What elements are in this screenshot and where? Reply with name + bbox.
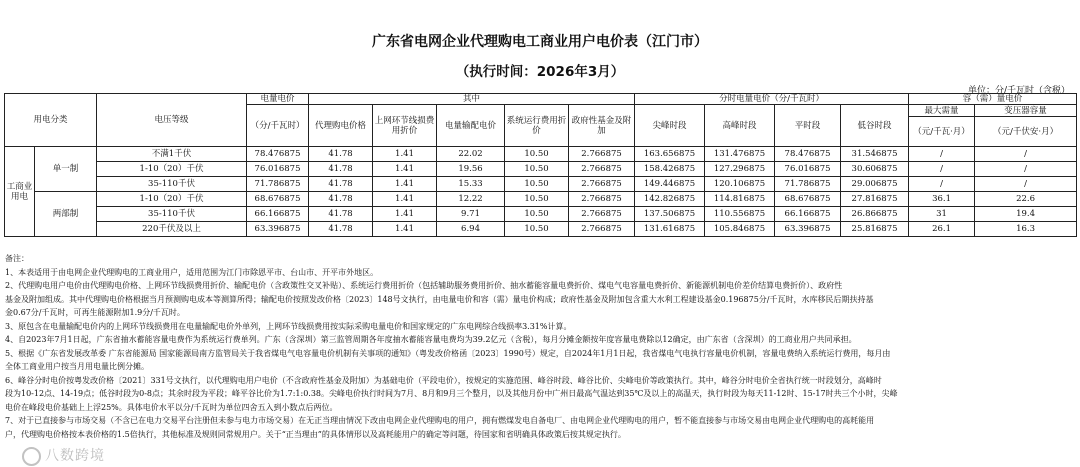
sharp-cell: 163.656875 (635, 147, 705, 162)
loss-cell: 1.41 (373, 207, 437, 222)
proxy-cell: 41.78 (309, 192, 373, 207)
transmission-cell: 19.56 (437, 162, 505, 177)
header-voltage: 电压等级 (97, 94, 247, 147)
valley-cell: 27.816875 (841, 192, 909, 207)
notes-section (5, 252, 1073, 441)
voltage-cell: 1-10（20）千伏 (97, 162, 247, 177)
transmission-cell: 22.02 (437, 147, 505, 162)
voltage-cell: 35-110千伏 (97, 177, 247, 192)
sharp-cell: 131.616875 (635, 222, 705, 237)
voltage-cell: 220千伏及以上 (97, 222, 247, 237)
header-sharp: 尖峰时段 (635, 105, 705, 147)
fund-cell: 2.766875 (569, 207, 635, 222)
price-cell: 68.676875 (247, 192, 309, 207)
proxy-cell: 41.78 (309, 162, 373, 177)
system-cost-cell: 10.50 (505, 222, 569, 237)
price-cell: 78.476875 (247, 147, 309, 162)
note-line: 6、峰谷分时电价按粤发改价格〔2021〕331号文执行，以代理购电用户电价（不含政府性基金及附加）为基础电价（平段电价），按规定的实施范围、峰谷时段、峰谷比价、尖峰电价等政策执行。其中，峰谷分时电价全省执行统一时段划分，高峰时 (5, 375, 882, 385)
header-energy-price-unit: （分/千瓦时） (247, 105, 309, 147)
header-transformer-unit: （元/千伏安·月） (975, 117, 1077, 147)
demand-cell: 36.1 (909, 192, 975, 207)
demand-cell: / (909, 177, 975, 192)
note-line: 1、本表适用于由电网企业代理购电的工商业用户，适用范围为江门市除恩平市、台山市、开平市外地区。 (5, 267, 379, 277)
header-category: 用电分类 (5, 94, 97, 147)
transmission-cell: 9.71 (437, 207, 505, 222)
loss-cell: 1.41 (373, 147, 437, 162)
watermark-logo-icon (22, 447, 41, 466)
peak-cell: 127.296875 (705, 162, 775, 177)
flat-cell: 68.676875 (775, 192, 841, 207)
voltage-cell: 不满1千伏 (97, 147, 247, 162)
note-line: 2、代理购电用户电价由代理购电价格、上网环节线损费用折价、输配电价（含政策性交叉补贴）、系统运行费用折价（包括辅助服务费用折价、抽水蓄能容量电费折价、煤电气电容量电费折价、新能源机制电价差价结算电费折价）、政府性 (5, 281, 843, 290)
note-line: 段为10-12点、14-19点；低谷时段为0-8点；其余时段为平段；峰平谷比价为1.7:1:0.38。尖峰电价执行时间为7月、8月和9月三个整月，以及其他月份中广州日最高气温达到35℃及以上的高温天，执行时段为每天11-12时、15-17时共三个小时，尖峰 (5, 389, 898, 398)
transmission-cell: 15.33 (437, 177, 505, 192)
page-subtitle: （执行时间：2026年3月） (455, 64, 625, 80)
peak-cell: 114.816875 (705, 192, 775, 207)
note-line: 电价在峰段电价基础上上浮25%。具体电价水平以分/千瓦时为单位四舍五入到小数点后两位。 (5, 402, 338, 412)
watermark (22, 445, 105, 466)
transmission-cell: 12.22 (437, 192, 505, 207)
peak-cell: 105.846875 (705, 222, 775, 237)
sharp-cell: 158.426875 (635, 162, 705, 177)
group-single: 单一制 (35, 147, 97, 192)
fund-cell: 2.766875 (569, 192, 635, 207)
price-cell: 76.016875 (247, 162, 309, 177)
header-line-loss: 上网环节线损费用折价 (373, 105, 437, 147)
valley-cell: 29.006875 (841, 177, 909, 192)
flat-cell: 76.016875 (775, 162, 841, 177)
fund-cell: 2.766875 (569, 147, 635, 162)
header-transmission: 电量输配电价 (437, 105, 505, 147)
header-gov-fund: 政府性基金及附加 (569, 105, 635, 147)
watermark-text: 八数跨境 (45, 448, 105, 464)
capacity-cell: / (975, 147, 1077, 162)
flat-cell: 71.786875 (775, 177, 841, 192)
demand-cell: / (909, 162, 975, 177)
fund-cell: 2.766875 (569, 177, 635, 192)
note-line: 7、对于已直接参与市场交易（不含已在电力交易平台注册但未参与电力市场交易）在无正当理由情况下改由电网企业代理购电的用户，拥有燃煤发电自备电厂、由电网企业代理购电的用户，暂不能直接参与市场交易由电网企业代理购电的高耗能用 (5, 416, 875, 425)
note-line: 金0.67分/千瓦时，可再生能源附加1.9分/千瓦时。 (5, 308, 185, 317)
valley-cell: 26.866875 (841, 207, 909, 222)
price-cell: 63.396875 (247, 222, 309, 237)
note-line: 5、根据《广东省发展改革委 广东省能源局 国家能源局南方监管局关于我省煤电气电容量电价机制有关事项的通知》（粤发改价格函〔2023〕1990号）规定，自2024年1月1日起，我省煤电气电执行容量电价机制，容量电费纳入系统运行费用，每月由 (5, 348, 891, 358)
price-cell: 66.166875 (247, 207, 309, 222)
page-title: 广东省电网企业代理购电工商业用户电价表（江门市） (372, 34, 708, 50)
system-cost-cell: 10.50 (505, 177, 569, 192)
capacity-cell: 19.4 (975, 207, 1077, 222)
peak-cell: 131.476875 (705, 147, 775, 162)
flat-cell: 66.166875 (775, 207, 841, 222)
flat-cell: 78.476875 (775, 147, 841, 162)
proxy-cell: 41.78 (309, 147, 373, 162)
header-of-which: 其中 (309, 94, 635, 105)
loss-cell: 1.41 (373, 192, 437, 207)
system-cost-cell: 10.50 (505, 207, 569, 222)
capacity-cell: 22.6 (975, 192, 1077, 207)
header-system-cost: 系统运行费用折价 (505, 105, 569, 147)
note-line: 户，代理购电价格按本表价格的1.5倍执行，其他标准及规则同常规用户。关于“正当理由”的具体情形以及高耗能用户的确定等问题，待国家和省明确具体政策后按其规定执行。 (5, 429, 626, 439)
note-line: 3、原包含在电量输配电价内的上网环节线损费用在电量输配电价外单列，上网环节线损费用按实际采购电量电价和国家规定的广东电网综合线损率3.31%计算。 (5, 321, 572, 331)
note-line: 4、自2023年7月1日起，广东省抽水蓄能容量电费作为系统运行费单列。广东（含深圳）第三监管周期各年度抽水蓄能容量电费均为39.2亿元（含税），每月分摊金额按年度容量电费除以12确定，由广东省（含深圳）的工商业用户共同承担。 (5, 335, 857, 344)
loss-cell: 1.41 (373, 222, 437, 237)
voltage-cell: 1-10（20）千伏 (97, 192, 247, 207)
system-cost-cell: 10.50 (505, 192, 569, 207)
notes-heading: 备注： (5, 254, 29, 263)
proxy-cell: 41.78 (309, 177, 373, 192)
loss-cell: 1.41 (373, 177, 437, 192)
price-cell: 71.786875 (247, 177, 309, 192)
proxy-cell: 41.78 (309, 222, 373, 237)
note-line: 全体工商业用户按当月用电量比例分摊。 (5, 362, 149, 371)
sharp-cell: 142.826875 (635, 192, 705, 207)
fund-cell: 2.766875 (569, 222, 635, 237)
price-table (4, 93, 1077, 237)
transmission-cell: 6.94 (437, 222, 505, 237)
proxy-cell: 41.78 (309, 207, 373, 222)
flat-cell: 63.396875 (775, 222, 841, 237)
header-valley: 低谷时段 (841, 105, 909, 147)
peak-cell: 120.106875 (705, 177, 775, 192)
demand-cell: 26.1 (909, 222, 975, 237)
system-cost-cell: 10.50 (505, 162, 569, 177)
loss-cell: 1.41 (373, 162, 437, 177)
header-tou-price: 分时电量电价（分/千瓦时） (635, 94, 909, 105)
sharp-cell: 149.446875 (635, 177, 705, 192)
category-cell: 工商业用电 (5, 147, 35, 237)
capacity-cell: 16.3 (975, 222, 1077, 237)
note-line: 基金及附加组成。其中代理购电价格根据当月预测购电成本等测算所得；输配电价按照发改价格〔2023〕148号文执行，由电量电价和容（需）量电价构成；政府性基金及附加包含重大水利工程建设基金0.196875分/千瓦时，水库移民后期扶持基 (5, 294, 874, 304)
header-proxy-price: 代理购电价格 (309, 105, 373, 147)
valley-cell: 30.606875 (841, 162, 909, 177)
demand-cell: 31 (909, 207, 975, 222)
header-transformer: 变压器容量 (975, 105, 1077, 117)
voltage-cell: 35-110千伏 (97, 207, 247, 222)
capacity-cell: / (975, 162, 1077, 177)
demand-cell: / (909, 147, 975, 162)
unit-label: 单位：分/千瓦时（含税） (967, 86, 1070, 96)
peak-cell: 110.556875 (705, 207, 775, 222)
header-max-demand: 最大需量 (909, 105, 975, 117)
header-flat: 平时段 (775, 105, 841, 147)
header-capacity-price: 容（需）量电价 (909, 94, 1077, 105)
capacity-cell: / (975, 177, 1077, 192)
valley-cell: 25.816875 (841, 222, 909, 237)
header-peak: 高峰时段 (705, 105, 775, 147)
header-energy-price: 电量电价 (247, 94, 309, 105)
sharp-cell: 137.506875 (635, 207, 705, 222)
header-max-demand-unit: （元/千瓦·月） (909, 117, 975, 147)
valley-cell: 31.546875 (841, 147, 909, 162)
fund-cell: 2.766875 (569, 162, 635, 177)
group-two-part: 两部制 (35, 192, 97, 237)
system-cost-cell: 10.50 (505, 147, 569, 162)
